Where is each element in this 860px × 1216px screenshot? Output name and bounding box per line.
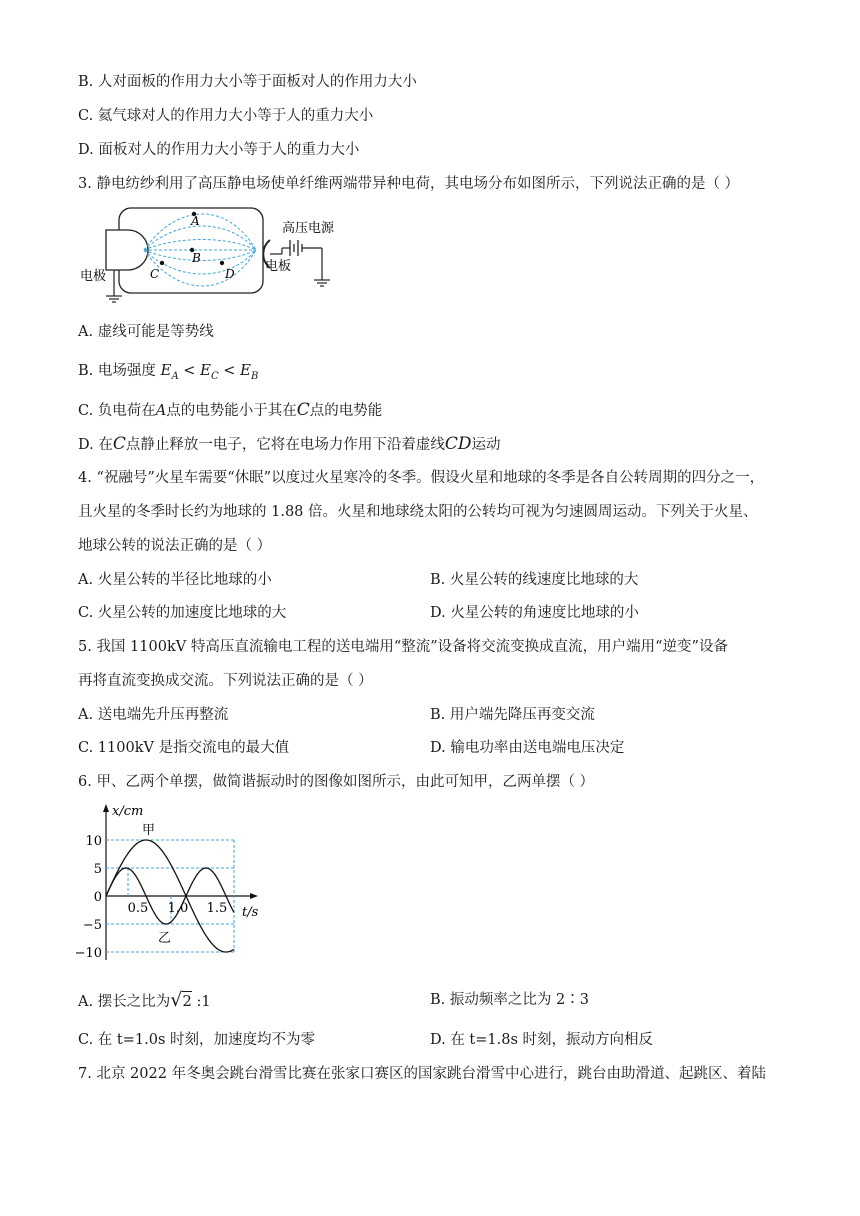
q3-stem: 3. 静电纺纱利用了高压静电场使单纤维两端带异种电荷，其电场分布如图所示，下列说法正确的是（ ） [78, 176, 740, 192]
q3-option-a: A. 虚线可能是等势线 [78, 324, 214, 340]
q3-label-d: D [225, 267, 235, 281]
q3-option-d: D. 在C点静止释放一电子，它将在电场力作用下沿着虚线CD运动 [78, 434, 501, 454]
q3-label-source: 高压电源 [282, 221, 335, 236]
q5-stem-line-2: 再将直流变换成交流。下列说法正确的是（ ） [78, 673, 373, 689]
q2-option-d: D. 面板对人的作用力大小等于人的重力大小 [78, 142, 360, 158]
q5-option-d: D. 输电功率由送电端电压决定 [430, 740, 625, 756]
q6-option-a: A. 摆长之比为√2 :1 [78, 989, 211, 1011]
q6-option-d: D. 在 t=1.8s 时刻，振动方向相反 [430, 1032, 654, 1048]
q6-x-tick-1-5: 1.5 [206, 901, 228, 916]
q6-label-jia: 甲 [142, 823, 156, 838]
q4-option-d: D. 火星公转的角速度比地球的小 [430, 605, 639, 621]
q3-battery-icon [290, 240, 302, 256]
q3-electric-field-figure [78, 200, 348, 305]
q6-y-tick-minus-5: −5 [82, 918, 102, 933]
q3-label-right-plate: 电板 [265, 259, 292, 274]
q3-label-left-plate: 电极 [80, 269, 107, 284]
q3-option-b: B. 电场强度 $E_A < E_C < E_B$ [78, 361, 259, 382]
q4-stem-line-2: 且火星的冬季时长约为地球的 1.88 倍。火星和地球绕太阳的公转均可视为匀速圆周运动。下列关于火星、 [78, 504, 758, 520]
q6-option-b: B. 振动频率之比为 2∶3 [430, 992, 589, 1008]
q3-option-c: C. 负电荷在A点的电势能小于其在C点的电势能 [78, 400, 383, 420]
q3-label-c: C [150, 267, 160, 281]
q4-stem-line-3: 地球公转的说法正确的是（ ） [78, 538, 272, 554]
q2-option-b: B. 人对面板的作用力大小等于面板对人的作用力大小 [78, 74, 417, 90]
q3-point-d [220, 261, 224, 265]
q3-left-electrode [106, 230, 148, 270]
q6-option-c: C. 在 t=1.0s 时刻，加速度均不为零 [78, 1032, 315, 1048]
q4-option-b: B. 火星公转的线速度比地球的大 [430, 572, 639, 588]
q3-point-c [160, 261, 164, 265]
q6-x-tick-1-0: 1.0 [167, 901, 189, 916]
q3-ground-right-icon [314, 280, 330, 286]
q5-option-c: C. 1100kV 是指交流电的最大值 [78, 740, 290, 756]
q6-x-tick-0-5: 0.5 [127, 901, 149, 916]
q6-stem: 6. 甲、乙两个单摆，做简谐振动时的图像如图所示，由此可知甲，乙两单摆（ ） [78, 774, 595, 790]
q5-option-b: B. 用户端先降压再变交流 [430, 707, 595, 723]
q4-option-a: A. 火星公转的半径比地球的小 [78, 572, 272, 588]
q6-oscillation-graph [74, 800, 274, 966]
q6-y-tick-minus-10: −10 [74, 946, 102, 961]
q4-stem-line-1: 4. “祝融号”火星车需要“休眠”以度过火星寒冷的冬季。假设火星和地球的冬季是各自公转周期的四分之一， [78, 470, 765, 486]
q3-label-b: B [192, 251, 201, 265]
q6-y-tick-10: 10 [85, 834, 102, 849]
q3-label-a: A [191, 214, 200, 228]
q3-field-lines [144, 214, 256, 286]
q2-option-c: C. 氦气球对人的作用力大小等于人的重力大小 [78, 108, 374, 124]
q5-stem-line-1: 5. 我国 1100kV 特高压直流输电工程的送电端用“整流”设备将交流变换成直流，用户端用“逆变”设备 [78, 639, 728, 655]
q6-x-axis-label: t/s [242, 905, 259, 920]
q7-stem-line-1: 7. 北京 2022 年冬奥会跳台滑雪比赛在张家口赛区的国家跳台滑雪中心进行，跳台由助滑道、起跳区、着陆 [78, 1066, 767, 1082]
q5-option-a: A. 送电端先升压再整流 [78, 707, 229, 723]
q6-y-tick-5: 5 [93, 862, 102, 877]
q6-y-tick-0: 0 [93, 890, 102, 905]
q6-y-axis-label: x/cm [112, 804, 144, 819]
q6-label-yi: 乙 [158, 931, 172, 946]
q4-option-c: C. 火星公转的加速度比地球的大 [78, 605, 287, 621]
